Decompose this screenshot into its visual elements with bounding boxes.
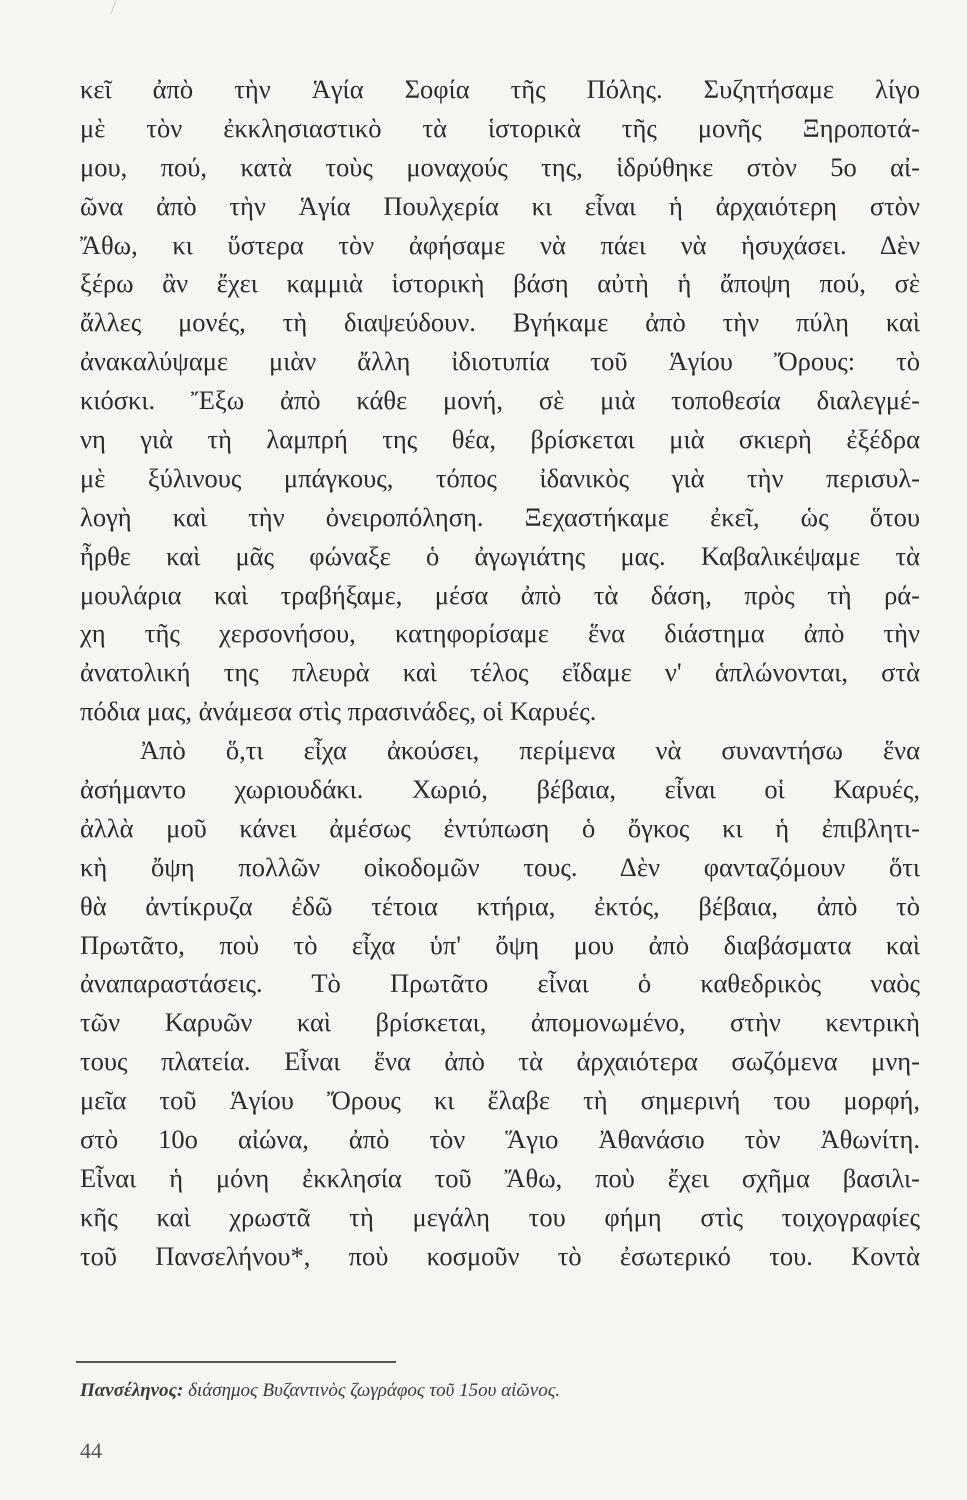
body-text bbox=[80, 70, 920, 1276]
footnote bbox=[80, 1380, 880, 1402]
text-line: μὲ ξύλινους μπάγκους, τόπος ἰδανικὸς γιὰ τὴν περισυλ- bbox=[80, 462, 920, 493]
text-line: Ἀπὸ ὅ,τι εἶχα ἀκούσει, περίμενα νὰ συναντήσω ἕνα bbox=[140, 735, 920, 766]
text-line: ἀνατολική της πλευρὰ καὶ τέλος εἴδαμε ν' ἁπλώνονται, στὰ bbox=[80, 657, 920, 688]
text-line: ῶνα ἀπὸ τὴν Ἁγία Πουλχερία κι εἶναι ἡ ἀρχαιότερη στὸν bbox=[80, 190, 920, 221]
text-line: μεῖα τοῦ Ἁγίου Ὄρους κι ἔλαβε τὴ σημερινή του μορφή, bbox=[80, 1085, 920, 1116]
text-line: λογὴ καὶ τὴν ὀνειροπόληση. Ξεχαστήκαμε ἐκεῖ, ὡς ὅτου bbox=[80, 501, 920, 532]
footnote-divider bbox=[76, 1361, 396, 1363]
text-line: Ἄθω, κι ὕστερα τὸν ἀφήσαμε νὰ πάει νὰ ἡσυχάσει. Δὲν bbox=[80, 229, 920, 260]
text-line: μου, πού, κατὰ τοὺς μοναχούς της, ἱδρύθηκε στὸν 5ο αἰ- bbox=[80, 151, 920, 182]
text-line: θὰ ἀντίκρυζα ἐδῶ τέτοια κτήρια, ἐκτός, βέβαια, ἀπὸ τὸ bbox=[80, 890, 920, 921]
text-line: τους πλατεία. Εἶναι ἕνα ἀπὸ τὰ ἀρχαιότερα σωζόμενα μνη- bbox=[80, 1046, 920, 1077]
print-mark bbox=[110, 0, 122, 14]
text-line: μουλάρια καὶ τραβήξαμε, μέσα ἀπὸ τὰ δάση, πρὸς τὴ ρά- bbox=[80, 579, 920, 610]
page-number: 44 bbox=[80, 1438, 102, 1463]
text-line: ἀσήμαντο χωριουδάκι. Χωριό, βέβαια, εἶναι οἱ Καρυές, bbox=[80, 774, 920, 805]
text-line: κεῖ ἀπὸ τὴν Ἁγία Σοφία τῆς Πόλης. Συζητήσαμε λίγο bbox=[80, 74, 920, 104]
text-line: ξέρω ἂν ἔχει καμμιὰ ἱστορικὴ βάση αὐτὴ ἡ ἄποψη πού, σὲ bbox=[80, 268, 920, 299]
text-line: ἀλλὰ μοῦ κάνει ἀμέσως ἐντύπωση ὁ ὄγκος κι ἡ ἐπιβλητι- bbox=[80, 812, 920, 843]
text-line: κὴ ὄψη πολλῶν οἰκοδομῶν τους. Δὲν φανταζόμουν ὅτι bbox=[80, 851, 920, 882]
text-line: ἄλλες μονές, τὴ διαψεύδουν. Βγήκαμε ἀπὸ τὴν πύλη καὶ bbox=[80, 307, 920, 338]
text-line: νη γιὰ τὴ λαμπρή της θέα, βρίσκεται μιὰ σκιερὴ ἐξέδρα bbox=[80, 424, 920, 455]
text-line: χη τῆς χερσονήσου, κατηφορίσαμε ἕνα διάστημα ἀπὸ τὴν bbox=[80, 618, 920, 649]
footnote-term: Πανσέληνος: bbox=[80, 1380, 184, 1401]
text-line: ἀνακαλύψαμε μιὰν ἄλλη ἰδιοτυπία τοῦ Ἁγίου Ὄρους: τὸ bbox=[80, 346, 920, 377]
text-line: ἦρθε καὶ μᾶς φώναξε ὁ ἀγωγιάτης μας. Καβαλικέψαμε τὰ bbox=[80, 540, 920, 571]
text-line: στὸ 10ο αἰώνα, ἀπὸ τὸν Ἅγιο Ἀθανάσιο τὸν Ἀθωνίτη. bbox=[80, 1124, 920, 1155]
text-line: τοῦ Πανσελήνου*, ποὺ κοσμοῦν τὸ ἐσωτερικό του. Κοντὰ bbox=[80, 1240, 920, 1271]
text-line: μὲ τὸν ἐκκλησιαστικὸ τὰ ἱστορικὰ τῆς μονῆς Ξηροποτά- bbox=[80, 112, 920, 143]
text-line: πόδια μας, ἀνάμεσα στὶς πρασινάδες, οἱ Καρυές. bbox=[80, 696, 597, 727]
text-line: τῶν Καρυῶν καὶ βρίσκεται, ἀπομονωμένο, στὴν κεντρικὴ bbox=[80, 1007, 920, 1038]
text-line: ἀναπαραστάσεις. Τὸ Πρωτᾶτο εἶναι ὁ καθεδρικὸς ναὸς bbox=[80, 968, 920, 999]
footnote-text: διάσημος Βυζαντινὸς ζωγράφος τοῦ 15ου αἰῶνος. bbox=[188, 1380, 561, 1401]
text-line: κῆς καὶ χρωστᾶ τὴ μεγάλη του φήμη στὶς τοιχογραφίες bbox=[80, 1201, 920, 1232]
text-line: κιόσκι. Ἔξω ἀπὸ κάθε μονή, σὲ μιὰ τοποθεσία διαλεγμέ- bbox=[80, 385, 920, 416]
text-line: Εἶναι ἡ μόνη ἐκκλησία τοῦ Ἄθω, ποὺ ἔχει σχῆμα βασιλι- bbox=[80, 1162, 920, 1193]
text-line: Πρωτᾶτο, ποὺ τὸ εἶχα ὑπ' ὄψη μου ἀπὸ διαβάσματα καὶ bbox=[80, 929, 920, 960]
